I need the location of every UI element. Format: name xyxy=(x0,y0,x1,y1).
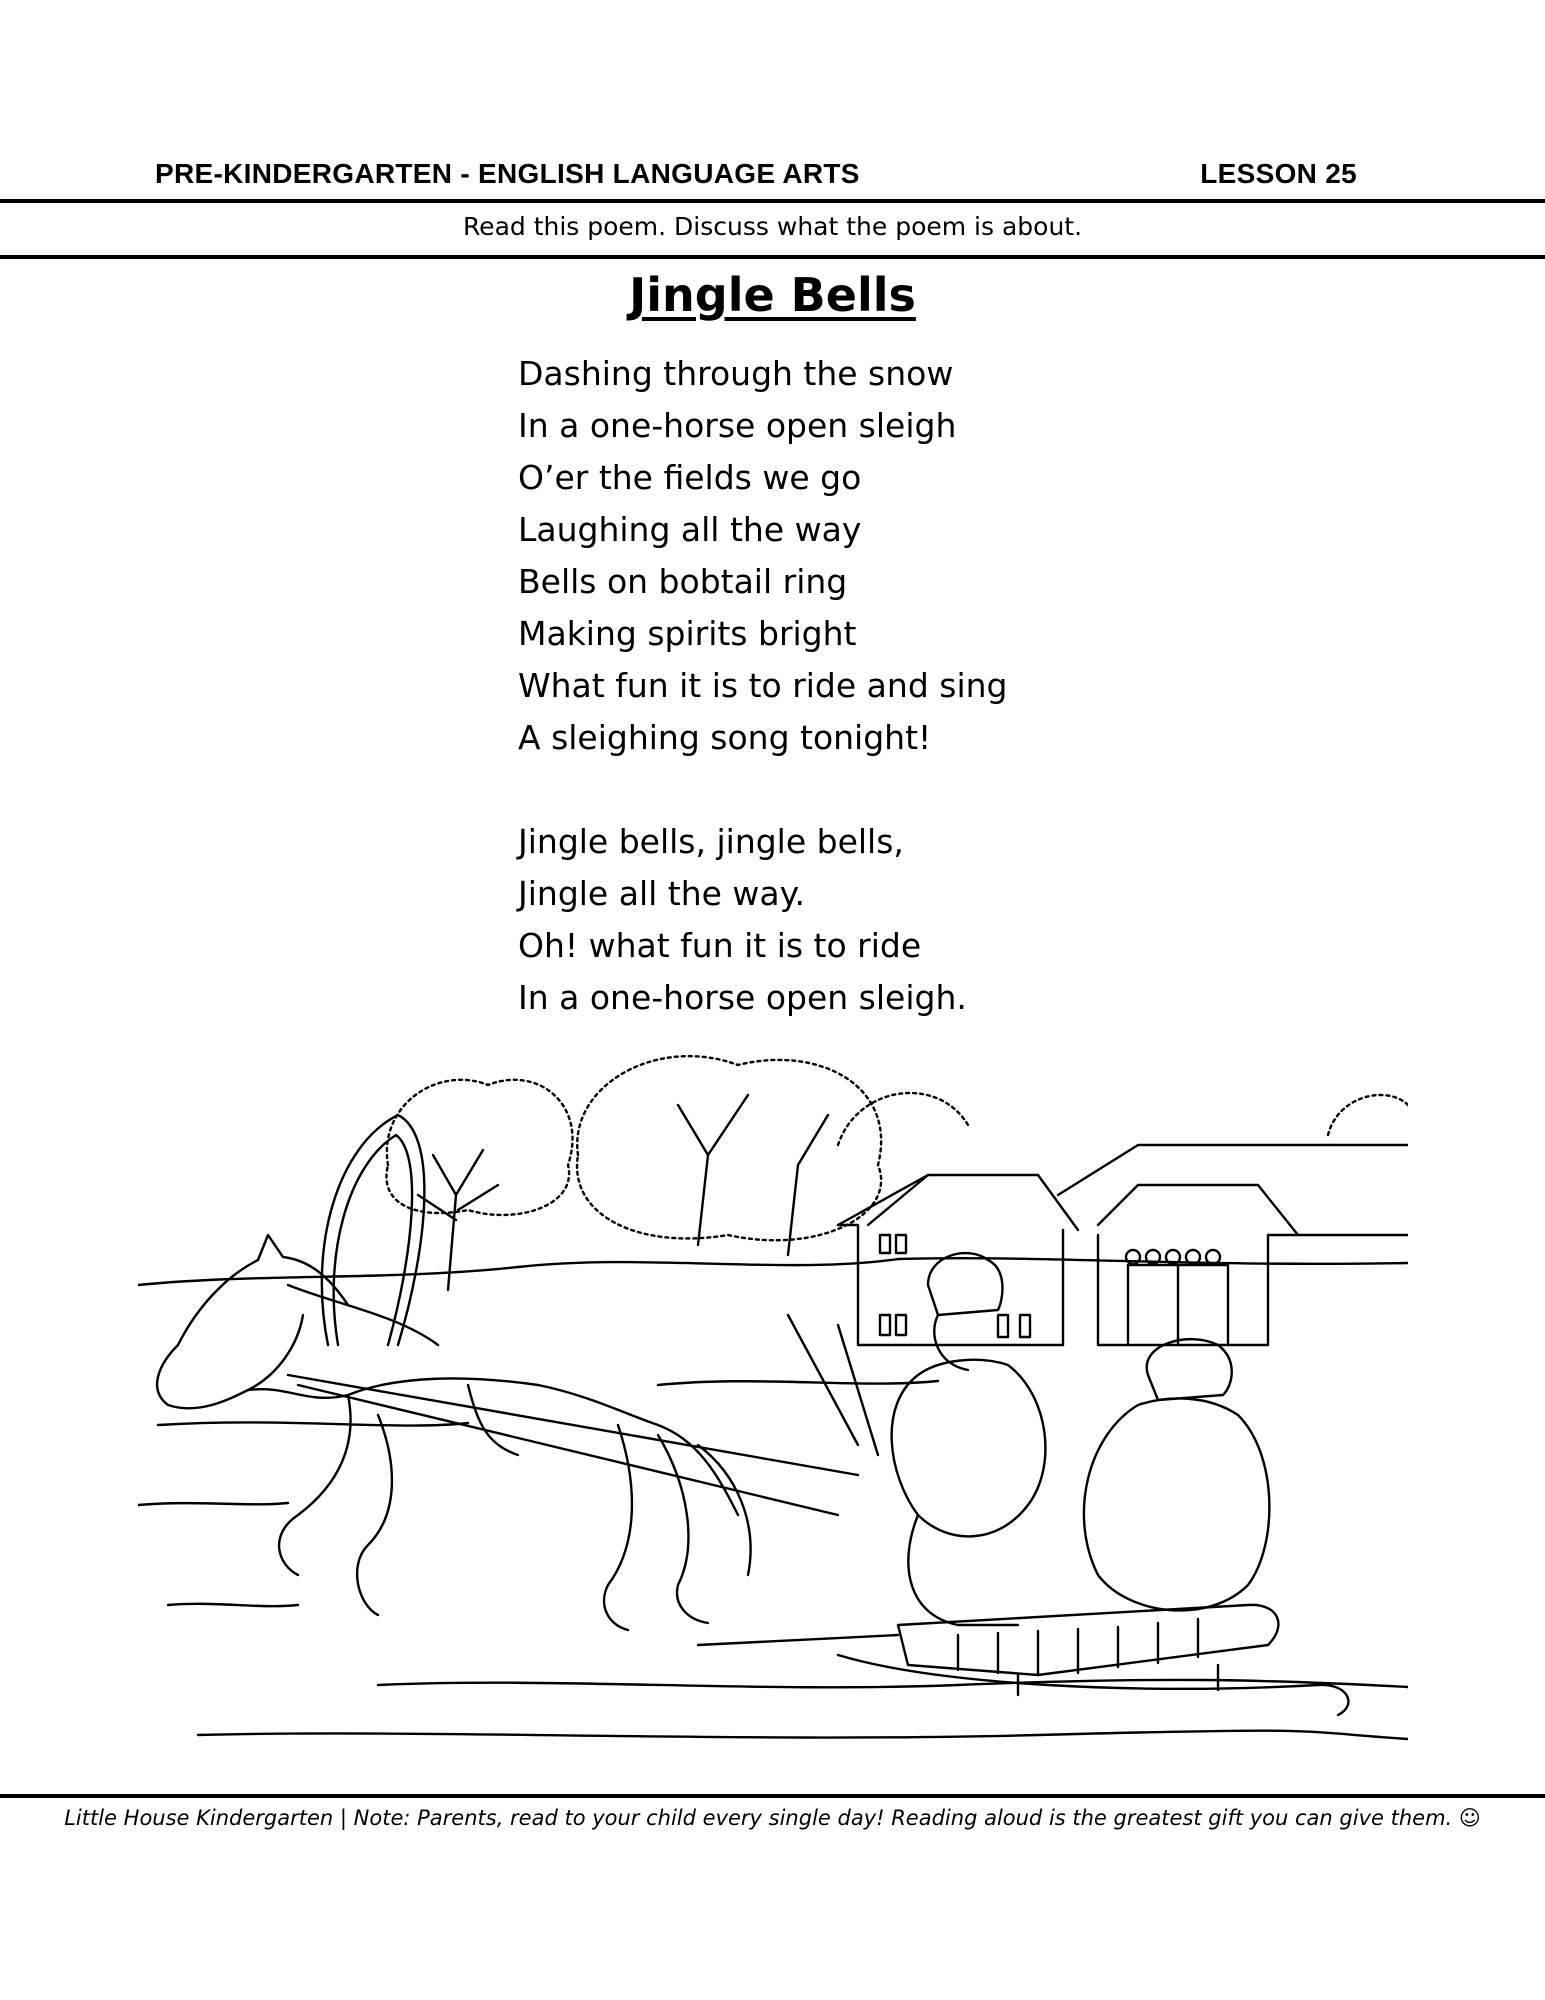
poem-line: Oh! what fun it is to ride xyxy=(518,926,922,965)
instruction-divider xyxy=(0,255,1545,259)
poem-body xyxy=(518,348,1007,1076)
horse-sleigh-illustration xyxy=(138,1045,1408,1775)
poem-line: In a one-horse open sleigh. xyxy=(518,978,967,1017)
poem-line: O’er the fields we go xyxy=(518,458,862,497)
instruction-text: Read this poem. Discuss what the poem is about. xyxy=(462,212,1083,241)
poem-title: Jingle Bells xyxy=(629,268,916,322)
footer-note: Little House Kindergarten | Note: Parents, read to your child every single day! Reading aloud is the greatest gift you can give them. ☺ xyxy=(64,1806,1481,1830)
page-header xyxy=(0,150,1545,198)
lesson-label: LESSON 25 xyxy=(1200,158,1357,189)
poem-line: A sleighing song tonight! xyxy=(518,718,932,757)
footer-divider xyxy=(0,1794,1545,1798)
poem-line: Dashing through the snow xyxy=(518,354,954,393)
poem-line: Laughing all the way xyxy=(518,510,862,549)
header-divider xyxy=(0,199,1545,203)
poem-line: Making spirits bright xyxy=(518,614,857,653)
poem-line: Bells on bobtail ring xyxy=(518,562,848,601)
subject-label: PRE-KINDERGARTEN - ENGLISH LANGUAGE ARTS xyxy=(155,158,860,189)
poem-stanza-1 xyxy=(518,348,1007,764)
poem-line: What fun it is to ride and sing xyxy=(518,666,1008,705)
poem-line: Jingle bells, jingle bells, xyxy=(518,822,904,861)
poem-line: In a one-horse open sleigh xyxy=(518,406,957,445)
poem-line: Jingle all the way. xyxy=(518,874,805,913)
poem-stanza-2 xyxy=(518,816,1007,1024)
